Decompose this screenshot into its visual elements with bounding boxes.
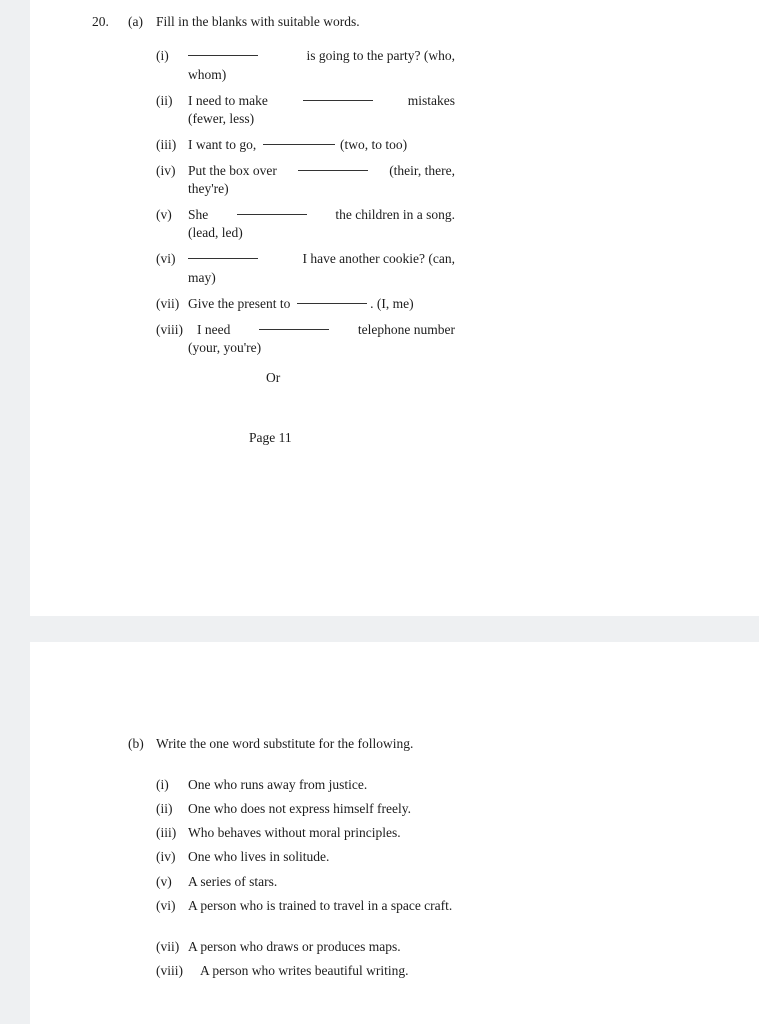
item-continuation: they're) (188, 181, 229, 196)
item-continuation: (lead, led) (188, 225, 243, 240)
answer-blank (303, 100, 373, 101)
fill-blank-item (188, 207, 455, 223)
document-page-2 (30, 642, 759, 1024)
fill-blank-item (188, 93, 455, 109)
answer-blank (298, 170, 368, 171)
fill-blank-item (188, 251, 455, 267)
item-text: Give the present to (188, 296, 291, 311)
item-text: the children in a song. (335, 207, 455, 222)
item-number: (vi) (156, 898, 176, 913)
item-number: (iv) (156, 849, 176, 864)
item-number: (ii) (156, 93, 173, 108)
item-number: (v) (156, 874, 172, 889)
item-text: She (188, 207, 209, 222)
item-number: (viii) (156, 322, 183, 337)
item-text: I need (197, 322, 231, 337)
item-continuation: (fewer, less) (188, 111, 255, 126)
item-text: A person who is trained to travel in a space craft. (188, 898, 453, 913)
item-number: (i) (156, 48, 169, 63)
or-separator: Or (266, 370, 281, 385)
part-a-instruction: Fill in the blanks with suitable words. (156, 14, 360, 29)
item-number: (v) (156, 207, 172, 222)
item-number: (vii) (156, 296, 180, 311)
item-number: (iv) (156, 163, 176, 178)
item-continuation: may) (188, 270, 216, 285)
fill-blank-item (188, 163, 455, 179)
item-text: telephone number (357, 322, 455, 337)
fill-blank-item (197, 322, 455, 338)
fill-blank-item (188, 48, 455, 64)
item-text: One who lives in solitude. (188, 849, 330, 864)
part-b-label: (b) (128, 736, 144, 751)
item-number: (ii) (156, 801, 173, 816)
item-continuation: (your, you're) (188, 340, 262, 355)
answer-blank (259, 329, 329, 330)
document-page-1 (30, 0, 759, 616)
answer-blank (188, 258, 258, 259)
item-text: A series of stars. (188, 874, 278, 889)
item-text: I need to make (188, 93, 268, 108)
item-number: (vii) (156, 939, 180, 954)
item-text: I have another cookie? (can, (302, 251, 455, 266)
item-number: (iii) (156, 137, 177, 152)
item-text: (two, to too) (340, 137, 408, 152)
item-text: . (I, me) (370, 296, 414, 311)
fill-blank-item (188, 296, 414, 312)
item-text: I want to go, (188, 137, 257, 152)
answer-blank (237, 214, 307, 215)
item-number: (viii) (156, 963, 183, 978)
item-text: One who runs away from justice. (188, 777, 368, 792)
item-continuation: whom) (188, 67, 227, 82)
item-text: Who behaves without moral principles. (188, 825, 401, 840)
item-number: (i) (156, 777, 169, 792)
item-text: A person who draws or produces maps. (188, 939, 401, 954)
item-text: is going to the party? (who, (306, 48, 455, 63)
answer-blank (263, 144, 335, 145)
page-footer: Page 11 (249, 430, 292, 445)
part-b-instruction: Write the one word substitute for the following. (156, 736, 414, 751)
answer-blank (297, 303, 367, 304)
fill-blank-item (188, 137, 407, 153)
item-number: (vi) (156, 251, 176, 266)
item-text: A person who writes beautiful writing. (200, 963, 409, 978)
item-text: One who does not express himself freely. (188, 801, 411, 816)
item-text: Put the box over (188, 163, 277, 178)
item-number: (iii) (156, 825, 177, 840)
part-a-label: (a) (128, 14, 143, 29)
answer-blank (188, 55, 258, 56)
item-text: (their, there, (389, 163, 455, 178)
page-footer-clip (249, 428, 292, 446)
item-text: mistakes (407, 93, 455, 108)
question-number: 20. (92, 14, 109, 29)
